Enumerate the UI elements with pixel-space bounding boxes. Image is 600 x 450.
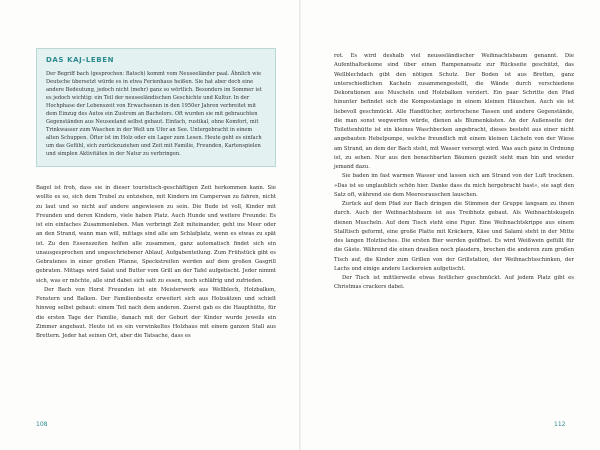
info-box-title: DAS KAJ-LEBEN <box>46 56 115 64</box>
left-page-number: 108 <box>36 421 48 428</box>
right-paragraph-2: Sie baden im fast warmen Wasser und lassen sich am Strand von der Luft trocknen. »Das ist so unglaublich schön hier. Danke dass du mich hergebracht hast«, sie sagt den Satz oft, während sie dem Meeresrauschen lauschen. <box>334 173 574 198</box>
left-page <box>36 48 276 341</box>
right-page <box>334 52 574 293</box>
book-gutter <box>299 0 301 450</box>
right-paragraph-3: Zurück auf dem Pfad zur Bach dringen die Stimmen der Gruppe langsam zu ihnen durch. Auch der Weihnachtsbaum ist aus Treibholz gebaut. Als Weihnachtskugeln dienen Muscheln. Auf dem Tisch steht eine Figur. Eine Weihnachtskrippe aus einem Stalltisch geformt, eine große Platte mit Kräckern, Käse und Salami steht in der Mitte des langen Holztisches. Die ersten Bier werden geöffnet. Es wird Weißwein gefüllt für die Gäste. Während die einen draußen noch plaudern, brechen die anderen zum großen Tisch auf, die Kinder zum Grillen von der Grillstation, der Weihnachtsschinken, der Lachs und einige andere Leckereien aufgetischt. <box>334 201 574 272</box>
left-body-text <box>36 184 276 341</box>
right-body-text <box>334 52 574 293</box>
right-page-number: 112 <box>554 421 566 428</box>
right-paragraph-1: rot. Es wird deshalb viel neuseeländischer Weihnachtsbaum genannt. Die Aufenthaltsräume sind über einen Rampenansatz zur Rückseite geschützt, das Wellblechdach gibt den nötigen Schutz. Der Boden ist aus Bretten, ganz unterschiedlichen Kacheln zusammengestellt, die Wände durch verschiedene Dekorationen aus Muscheln und Holzbalken verziert. Ein paar Schritte den Pfad hinunter befindet sich die Kompostanlage in einem kleinen Häuschen. Auch sie ist liebevoll geschmückt. Alle Handtücher, zerbrochene Tassen und andere Gegenstände, die man sonst wegwerfen würde, dienen als Blumenkästen. An der Außenseite der Toilettenhütte ist ein kleines Waschbecken angebracht, dieses besteht aus einer nicht angebauten Hebelpumpe, welche freundlich mit einem kleinen Lächeln von der Wiese am Strand, an dem der Bach steht, mit Wasser versorgt wird. Was auch ganz in Ordnung ist, zu sehen. Nur aus den benachbarten Bäumen gezielt sieht man hin und wieder jemand dazu. <box>334 53 574 170</box>
left-paragraph-2: Der Bach von Horst Freunden ist ein Meisterwerk aus Wellblech, Holzbalken, Fenstern und Balken. Der Familienbesitz erweitert sich aus Holzsätzen und schielt hinweg selbst gebaut: einem Teil nach dem anderen. Zuerst gab es die Haupthütte, für die ersten Tage der Familie, danach mit der Geburt der Kinder wurde jeweils ein Zimmer angebaut. Heute ist es ein verwinkeltes Holzhaus mit einem ganzen Stall aus Brettern. Jeder hat seinen Ort, aber die Tatsache, dass es <box>36 286 276 339</box>
right-paragraph-4: Der Tisch ist mittlerweile etwas festlicher geschmückt. Auf jedem Platz gibt es Christmas crackers dabei. <box>334 275 574 291</box>
left-paragraph-1: Bagel ist froh, dass sie in dieser touristisch-geschäftigen Zeit herkommen kann. Sie wollte es so, sich dem Trubel zu entziehen, mit Kindern im Campervan zu fahren, nicht zu laut und so nicht auf andere angewiesen zu sein. Die Bude ist voll, Kinder mit Freunden und deren Kindern, viele haben Platz. Auch Hunde und weitere Freunde: Es ist ein einfaches Zusammenleben. Man verbringt Zeit miteinander, geht ins Meer oder an den Strand, wann man will, mittags sind alle am Schlafplatz, wenn es etwas zu spät ist. Zu den Essenszeiten helfen alle zusammen, ganz automatisch findet sich ein unausgesprochen und ungeschriebener Ablauf, Aufgabenteilung. Zum Frühstück gibt es Gebratenes in einer großen Pfanne, Speckstreifen werden auf dem großen Gasgrill gebraten. Mittags wird Salat und Butter vom Grill an der Tafel aufgetischt. Jeder nimmt sich, was er möchte, alle sind dabei sich satt zu essen, noch schläfrig und zufrieden. <box>36 185 276 284</box>
info-box <box>36 48 276 167</box>
info-box-text: Der Begriff bach (gesprochen: Batsch) kommt vom Neuseeländer paal. Ähnlich wie Deutsche übersetzt würde es in etwa Ferienhaus heißen. Sie hat aber doch eine andere Bedeutung, jedoch nicht (mehr) ganz so wörtlich. Besonders im Sommer ist es jedoch wichtig: ein Teil der neuseeländischen Geschichte und Kultur. In der Hochphase der Lebenszeit von Erwachsenen in den 1950er Jahren verbreitet mit dem Einzug des Autos ein Zustrom an Bachelors. Oft wurden sie mit gebrauchten Gegenständen aus Neuseeland selbst gebaut. Einfach, rustikal, ohne Komfort, mit Trinkwasser zum Waschen in der Welt um Ufer an See. Untergebracht in einem alten Schuppen. Öfter ist im Holz oder ein Lager zum Lesen. Heute geht es einfach um das Gefühl, sich zurückzuziehen und Zeit mit Familie, Freunden, Kartenspielen und simplen Aktivitäten in der Natur zu verbringen. <box>46 71 262 157</box>
